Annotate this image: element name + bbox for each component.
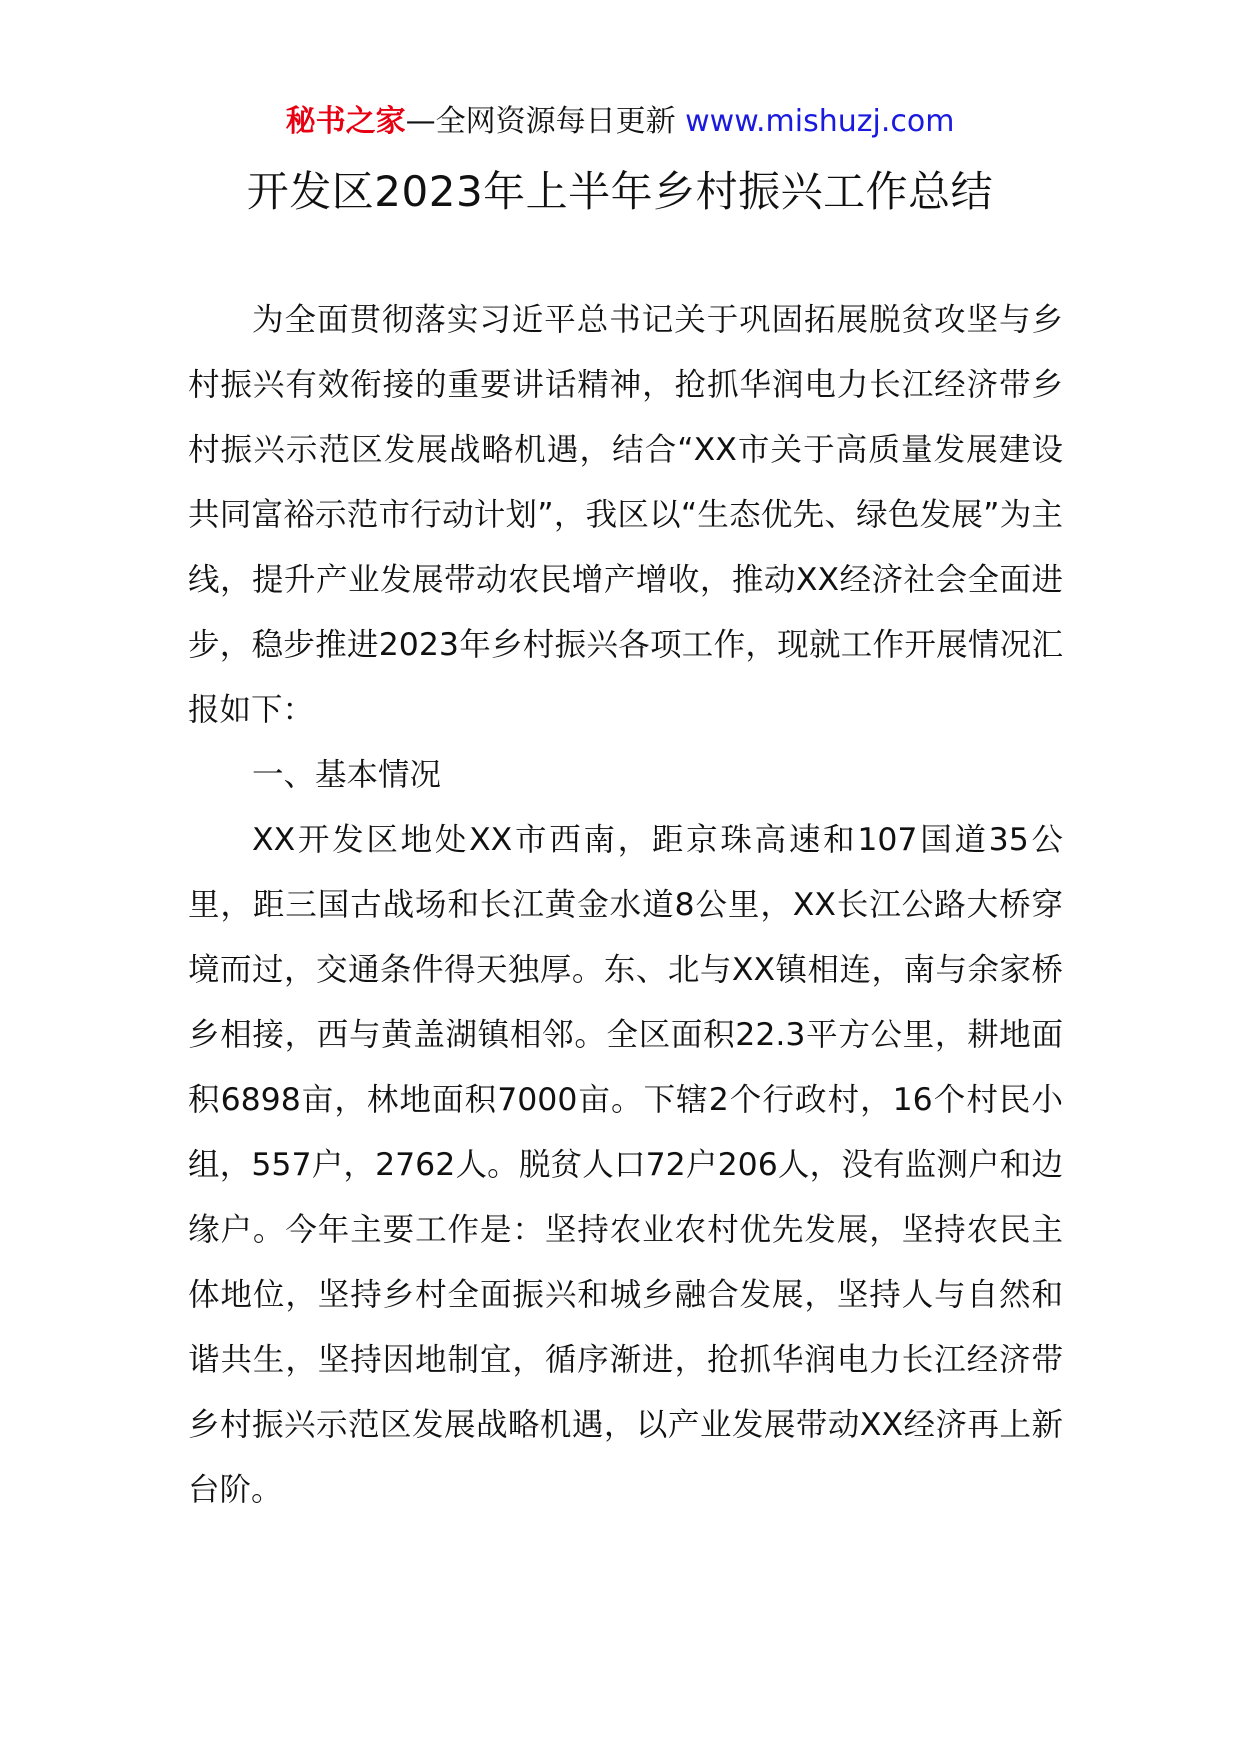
header-tagline: —全网资源每日更新 xyxy=(405,104,676,139)
section-heading: 一、基本情况 xyxy=(252,757,442,793)
basic-info-paragraph: XX开发区地处XX市西南，距京珠高速和107国道35公里，距三国古战场和长江黄金水道8公里，XX长江公路大桥穿境而过，交通条件得天独厚。东、北与XX镇相连，南与余家桥乡相接，西与黄盖湖镇相邻。全区面积22.3平方公里，耕地面积6898亩，林地面积7000亩。下辖2个行政村，16个村民小组，557户，2762人。脱贫人口72户206人，没有监测户和边缘户。今年主要工作是：坚持农业农村优先发展，坚持农民主体地位，坚持乡村全面振兴和城乡融合发展，坚持人与自然和谐共生，坚持因地制宜，循序渐进，抢抓华润电力长江经济带乡村振兴示范区发展战略机遇，以产业发展带动XX经济再上新台阶。 xyxy=(188,822,1063,1508)
document-body xyxy=(188,288,1063,1523)
site-url-link[interactable]: www.mishuzj.com xyxy=(685,104,955,139)
brand-name: 秘书之家 xyxy=(285,104,406,139)
intro-paragraph: 为全面贯彻落实习近平总书记关于巩固拓展脱贫攻坚与乡村振兴有效衔接的重要讲话精神，抢抓华润电力长江经济带乡村振兴示范区发展战略机遇，结合“XX市关于高质量发展建设共同富裕示范市行动计划”，我区以“生态优先、绿色发展”为主线，提升产业发展带动农民增产增收，推动XX经济社会全面进步，稳步推进2023年乡村振兴各项工作，现就工作开展情况汇报如下： xyxy=(188,302,1063,728)
document-title: 开发区2023年上半年乡村振兴工作总结 xyxy=(246,167,994,216)
site-header xyxy=(0,100,1240,144)
